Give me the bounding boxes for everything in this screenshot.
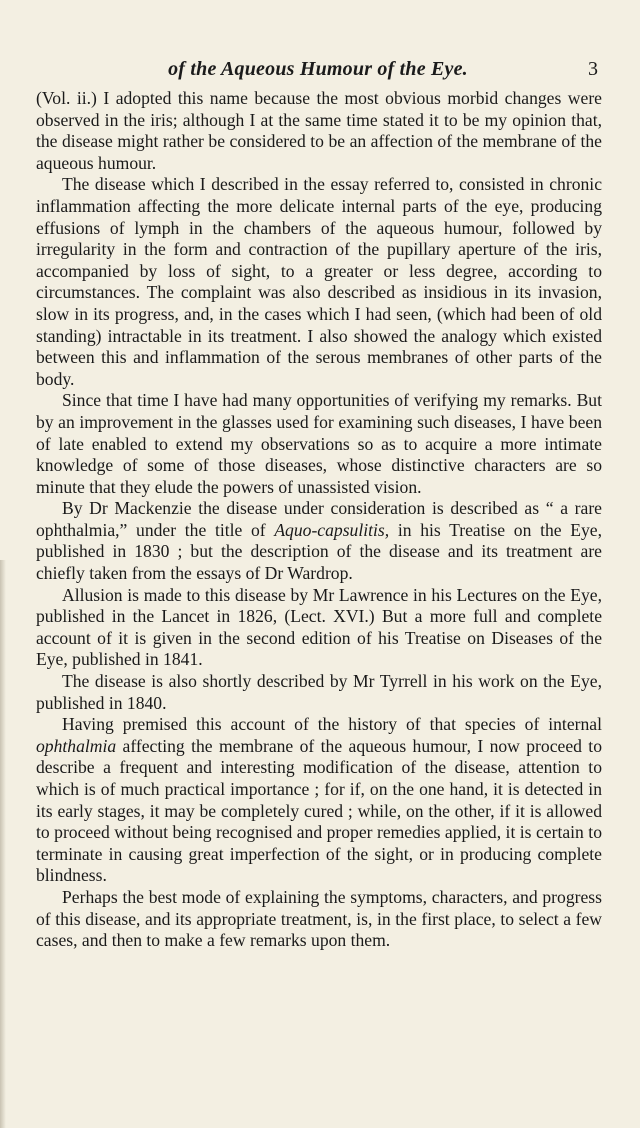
paragraph-4	[36, 498, 602, 584]
paragraph-8: Perhaps the best mode of explaining the symptoms, characters, and progress of this disease, and its appropriate treatment, is, in the first place, to select a few cases, and then to make a few remarks upon them.	[36, 886, 602, 951]
body-text	[36, 88, 602, 952]
paragraph-1: (Vol. ii.) I adopted this name because the most obvious morbid changes were observed in the iris; although I at the same time stated it to be my opinion that, the disease might rather be considered to be an affection of the membrane of the aqueous humour.	[36, 88, 602, 173]
page-edge-shadow	[0, 560, 6, 1128]
aquo-capsulitis-term: Aquo-capsulitis,	[274, 519, 390, 540]
paragraph-5: Allusion is made to this disease by Mr Lawrence in his Lectures on the Eye, published in the Lancet in 1826, (Lect. XVI.) But a more full and complete account of it is given in the second edition of his Treatise on Diseases of the Eye, published in 1841.	[36, 584, 602, 670]
running-title: of the Aqueous Humour of the Eye.	[168, 58, 468, 80]
paragraph-4-text-end: in his Treatise on the Eye, published in 1830 ; but the description of the disease and its treatment are chiefly taken from the essays of Dr Wardrop.	[36, 519, 602, 584]
paragraph-3: Since that time I have had many opportunities of verifying my remarks. But by an improvement in the glasses used for examining such diseases, I have been of late enabled to extend my observations so as to acquire a more intimate knowledge of some of those diseases, whose distinctive characters are so minute that they elude the powers of unassisted vision.	[36, 390, 602, 497]
page-header	[36, 58, 600, 84]
paragraph-2: The disease which I described in the essay referred to, consisted in chronic inflammation affecting the more delicate internal parts of the eye, producing effusions of lymph in the chambers of the aqueous humour, followed by irregularity in the form and contraction of the pupillary aperture of the iris, accompanied by loss of sight, to a greater or less degree, according to circumstances. The complaint was also described as insidious in its invasion, slow in its progress, and, in the cases which I had seen, (which had been of old standing) intractable in its treatment. I also showed the analogy which existed between this and inflammation of the serous membranes of other parts of the body.	[36, 174, 602, 389]
paragraph-6: The disease is also shortly described by Mr Tyrrell in his work on the Eye, published in 1840.	[36, 671, 602, 713]
paragraph-7-text-end: affecting the membrane of the aqueous humour, I now proceed to describe a frequent and interesting modification of the disease, attention to which is of much practical importance ; for if, on the one hand, it is detected in its early stages, it may be completely cured ; while, on the other, if it is allowed to proceed without being recognised and proper remedies applied, it is certain to terminate in causing great imperfection of the sight, or in producing complete blindness.	[36, 735, 602, 886]
page-number: 3	[588, 58, 598, 80]
paragraph-4-text-start: By Dr Mackenzie the disease under consideration is described as “ a rare ophthalmia,” under the title of	[36, 498, 602, 540]
ophthalmia-term: ophthalmia	[36, 735, 117, 756]
paragraph-7	[36, 714, 602, 887]
paragraph-7-text-start: Having premised this account of the history of that species of internal	[62, 714, 602, 735]
